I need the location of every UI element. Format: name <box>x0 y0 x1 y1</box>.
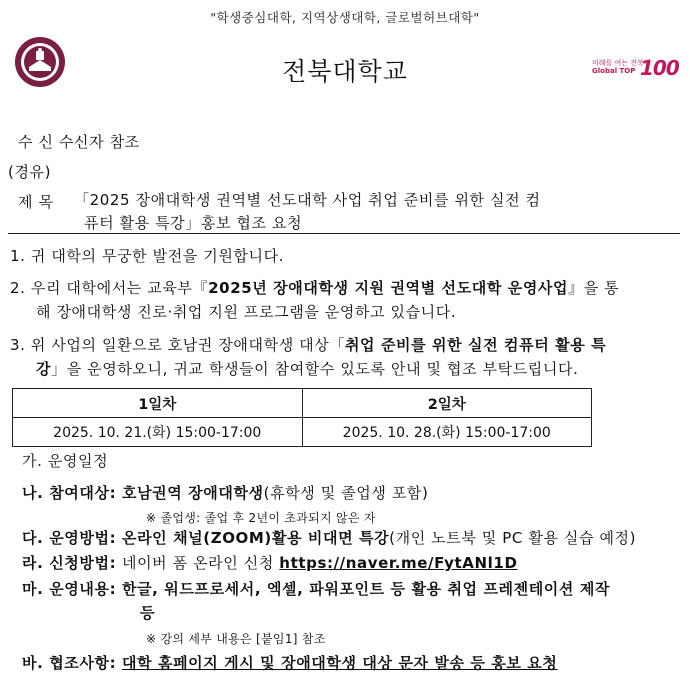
recipient-row <box>18 131 140 152</box>
subject-divider <box>8 233 680 234</box>
detail-na <box>22 482 428 503</box>
detail-ra-label: 라. 신청방법: <box>22 554 122 572</box>
university-name: 전북대학교 <box>282 57 408 86</box>
detail-da-rest: (개인 노트북 및 PC 활용 실습 예정) <box>389 529 637 547</box>
paragraph-2-tail: 』을 통 <box>568 279 620 297</box>
detail-ma-content: 한글, 워드프로세서, 엑셀, 파워포인트 등 활용 취업 프레젠테이션 제작 <box>122 580 610 598</box>
paragraph-3-tail: 」을 운영하오니, 귀교 학생들이 참여할수 있도록 안내 및 협조 부탁드립니다. <box>51 360 579 378</box>
global-top-100-logo <box>592 56 682 82</box>
detail-ma-content-line-2: 등 <box>140 604 156 622</box>
detail-ba-request: 대학 홈페이지 게시 및 장애대학생 대상 문자 발송 등 홍보 요청 <box>122 654 558 672</box>
detail-na-rest: (휴학생 및 졸업생 포함) <box>263 484 429 502</box>
logo-number: 100 <box>640 56 679 80</box>
recipient-label: 수 신 <box>18 133 54 151</box>
paragraph-3-line-2 <box>36 358 578 379</box>
table-header-row <box>13 389 592 418</box>
subject-line-1: 「2025 장애대학생 권역별 선도대학 사업 취업 준비를 위한 실전 컴 <box>74 191 541 209</box>
paragraph-3-course-end: 강 <box>36 360 52 378</box>
schedule-table <box>12 388 592 447</box>
paragraph-2-lead: 2. 우리 대학에서는 교육부『 <box>10 279 209 297</box>
detail-ga: 가. 운영일정 <box>22 452 109 470</box>
detail-na-target: 호남권역 장애대학생 <box>122 484 264 502</box>
table-header-day2: 2일차 <box>302 389 592 418</box>
table-header-day1: 1일차 <box>13 389 303 418</box>
detail-da-method: 온라인 채널(ZOOM)활용 비대면 특강 <box>122 529 390 547</box>
detail-ma-label: 마. 운영내용: <box>22 580 122 598</box>
table-cell-day1: 2025. 10. 21.(화) 15:00-17:00 <box>13 418 303 447</box>
detail-ba-label: 바. 협조사항: <box>22 654 122 672</box>
detail-na-label: 나. 참여대상: <box>22 484 122 502</box>
logo-global-top: Global TOP <box>592 67 636 75</box>
recipient-value: 수신자 참조 <box>58 133 140 151</box>
via-label: (경유) <box>8 163 52 181</box>
paragraph-3-course: 취업 준비를 위한 실전 컴퓨터 활용 특 <box>344 336 607 354</box>
slogan: "학생중심대학, 지역상생대학, 글로벌허브대학" <box>210 10 480 25</box>
paragraph-3-lead: 3. 위 사업의 일환으로 호남권 장애대학생 대상「 <box>10 336 345 354</box>
paragraph-1: 1. 귀 대학의 무궁한 발전을 기원합니다. <box>10 247 285 265</box>
detail-da <box>22 527 636 548</box>
detail-na-note: ※ 졸업생: 졸업 후 2년이 초과되지 않은 자 <box>146 511 376 525</box>
paragraph-3 <box>10 334 606 355</box>
detail-ra-text: 네이버 폼 온라인 신청 <box>122 554 280 572</box>
table-row <box>13 418 592 447</box>
paragraph-2-line-2: 해 장애대학생 진로·취업 지원 프로그램을 운영하고 있습니다. <box>36 303 457 321</box>
detail-ba <box>22 652 557 673</box>
paragraph-2-program: 2025년 장애대학생 지원 권역별 선도대학 운영사업 <box>208 279 569 297</box>
logo-tagline: 미래를 여는 전북대 <box>592 59 651 67</box>
detail-ra <box>22 552 518 573</box>
paragraph-2 <box>10 277 619 298</box>
subject-label: 제 목 <box>18 193 54 211</box>
detail-ma-note: ※ 강의 세부 내용은 [붙임1] 참조 <box>146 632 326 646</box>
table-cell-day2: 2025. 10. 28.(화) 15:00-17:00 <box>302 418 592 447</box>
application-link[interactable]: https://naver.me/FytANl1D <box>279 554 518 572</box>
subject-line-2: 퓨터 활용 특강」홍보 협조 요청 <box>84 214 303 232</box>
detail-ma <box>22 578 610 599</box>
detail-da-label: 다. 운영방법: <box>22 529 122 547</box>
